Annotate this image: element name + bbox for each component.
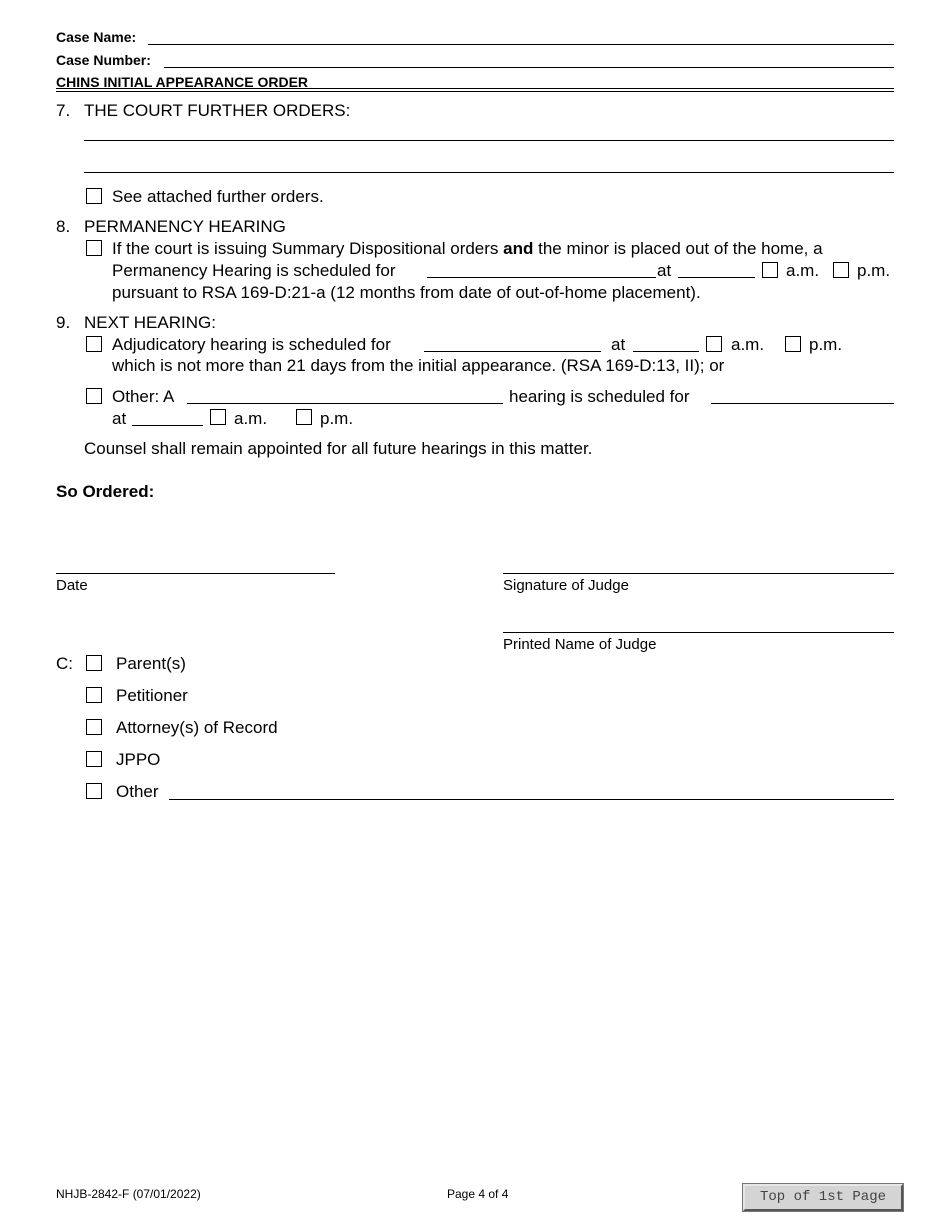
other-hearing-at-label: at [112,409,127,428]
section-9-number: 9. [56,313,71,332]
section-7-title: THE COURT FURTHER ORDERS: [84,101,351,120]
other-hearing-date-line[interactable] [711,403,894,404]
copy-parents-label: Parent(s) [116,654,186,673]
counsel-statement: Counsel shall remain appointed for all future hearings in this matter. [84,439,593,458]
copy-parents-checkbox[interactable] [86,655,102,671]
further-orders-line-2[interactable] [84,172,894,173]
judge-signature-label: Signature of Judge [503,577,629,594]
case-number-line[interactable] [164,67,894,68]
other-hearing-pm-label: p.m. [320,409,354,428]
permanency-checkbox[interactable] [86,240,102,256]
adjudicatory-label: Adjudicatory hearing is scheduled for [112,335,391,354]
other-hearing-time-line[interactable] [132,425,203,426]
judge-printed-name-line[interactable] [503,632,894,633]
header-divider-2 [56,91,894,92]
other-hearing-scheduled-label: hearing is scheduled for [509,387,690,406]
permanency-text-b: the minor is placed out of the home, a [533,239,823,258]
adjudicatory-am-checkbox[interactable] [706,336,722,352]
adjudicatory-am-label: a.m. [731,335,765,354]
section-8-title: PERMANENCY HEARING [84,217,286,236]
adjudicatory-time-line[interactable] [633,351,699,352]
adjudicatory-pm-label: p.m. [809,335,843,354]
permanency-at-label: at [657,261,672,280]
permanency-time-line[interactable] [678,277,755,278]
permanency-text-bold: and [503,239,534,258]
copy-petitioner-checkbox[interactable] [86,687,102,703]
section-7-number: 7. [56,101,71,120]
copies-label: C: [56,654,73,673]
judge-signature-line[interactable] [503,573,894,574]
copy-other-label: Other [116,782,159,801]
further-orders-line-1[interactable] [84,140,894,141]
judge-printed-name-label: Printed Name of Judge [503,636,657,653]
permanency-date-line[interactable] [427,277,656,278]
so-ordered-label: So Ordered: [56,482,155,501]
adjudicatory-pm-checkbox[interactable] [785,336,801,352]
section-9-title: NEXT HEARING: [84,313,216,332]
permanency-text-a: If the court is issuing Summary Dispositional orders [112,239,504,258]
other-hearing-label: Other: A [112,387,175,406]
permanency-pm-label: p.m. [857,261,891,280]
header-divider-1 [56,88,894,89]
attached-orders-label: See attached further orders. [112,187,324,206]
date-signature-line[interactable] [56,573,335,574]
section-8-number: 8. [56,217,71,236]
form-number: NHJB-2842-F (07/01/2022) [56,1187,201,1201]
adjudicatory-at-label: at [611,335,626,354]
date-label: Date [56,577,88,594]
copy-jppo-label: JPPO [116,750,161,769]
copy-attorneys-checkbox[interactable] [86,719,102,735]
case-number-label: Case Number: [56,52,151,68]
page-number: Page 4 of 4 [447,1187,509,1201]
other-hearing-pm-checkbox[interactable] [296,409,312,425]
other-hearing-am-label: a.m. [234,409,268,428]
permanency-pm-checkbox[interactable] [833,262,849,278]
adjudicatory-checkbox[interactable] [86,336,102,352]
permanency-am-label: a.m. [786,261,820,280]
other-hearing-am-checkbox[interactable] [210,409,226,425]
other-hearing-type-line[interactable] [187,403,503,404]
other-hearing-checkbox[interactable] [86,388,102,404]
copy-other-checkbox[interactable] [86,783,102,799]
permanency-line-3: pursuant to RSA 169-D:21-a (12 months from date of out-of-home placement). [112,283,701,302]
copy-other-line[interactable] [169,799,894,800]
adjudicatory-line-2: which is not more than 21 days from the initial appearance. (RSA 169-D:13, II); or [112,356,725,375]
adjudicatory-date-line[interactable] [424,351,601,352]
permanency-line-1 [112,239,823,259]
form-title: CHINS INITIAL APPEARANCE ORDER [56,74,309,90]
copy-attorneys-label: Attorney(s) of Record [116,718,278,737]
top-of-first-page-button[interactable]: Top of 1st Page [743,1184,903,1211]
case-name-line[interactable] [148,44,894,45]
copy-petitioner-label: Petitioner [116,686,188,705]
permanency-scheduled-label: Permanency Hearing is scheduled for [112,261,396,280]
copy-jppo-checkbox[interactable] [86,751,102,767]
permanency-am-checkbox[interactable] [762,262,778,278]
attached-orders-checkbox[interactable] [86,188,102,204]
case-name-label: Case Name: [56,29,137,45]
